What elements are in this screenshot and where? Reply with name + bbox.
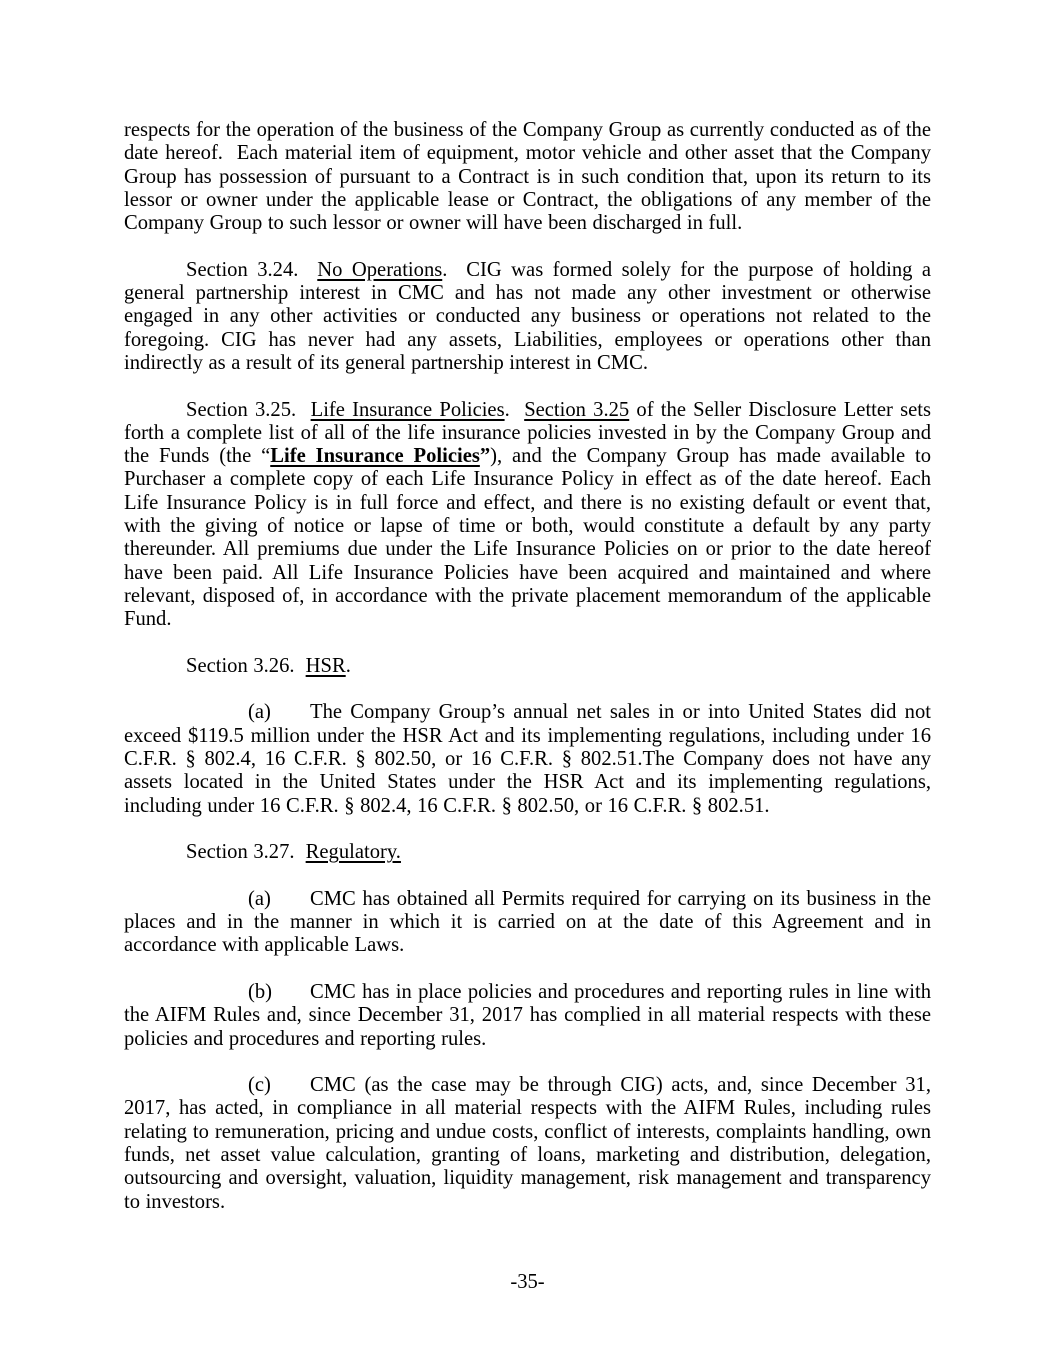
underlined-text: Regulatory. <box>305 841 401 864</box>
text-run: . <box>345 654 351 677</box>
text-run: Section 3.26. <box>186 654 306 677</box>
text-run: respects for the operation of the business of the Company Group as currently conducted as of the date hereof. Each material item of equipment, motor vehicle and other asset that the Company Group has possession of pursuant to a Contract is in such condition that, upon its return to its lessor or owner under the applicable lease or Contract, the obligations of any member of the Company Group to such lessor or owner will have been discharged in full. <box>124 119 931 235</box>
list-item-label: (c) <box>248 1074 271 1097</box>
text-run: Section 3.27. <box>186 841 306 864</box>
paragraph-3-26-a <box>124 701 931 817</box>
text-run: The Company Group’s annual net sales in or into United States did not exceed $119.5 million under the HSR Act and its implementing regulations, including under 16 C.F.R. § 802.4, 16 C.F.R. § 802.50, or 16 C.F.R. § 802.51.The Company does not have any assets located in the United States under the HSR Act and its implementing regulations, including under 16 C.F.R. § 802.4, 16 C.F.R. § 802.50, or 16 C.F.R. § 802.51. <box>124 701 931 817</box>
text-run: . <box>504 398 525 421</box>
list-item-label: (a) <box>248 701 271 724</box>
text-run: CMC has in place policies and procedures and reporting rules in line with the AIFM Rules and, since December 31, 2017 has complied in all material respects with these policies and procedures and reporting rules. <box>124 980 931 1050</box>
text-run: ), and the Company Group has made available to Purchaser a complete copy of each Life Insurance Policy in effect as of the date hereof. Each Life Insurance Policy is in full force and effect, and there is no existing default or event that, with the giving of notice or lapse of time or both, would constitute a default by any party thereunder. All premiums due under the Life Insurance Policies on or prior to the date hereof have been paid. All Life Insurance Policies have been acquired and maintained and where relevant, disposed of, in accordance with the private placement memorandum of the applicable Fund. <box>124 445 931 631</box>
paragraph-3-27-c <box>124 1074 931 1214</box>
text-run: CMC (as the case may be through CIG) acts, and, since December 31, 2017, has acted, in compliance in all material respects with the AIFM Rules, including rules relating to remuneration, pricing and undue costs, conflict of interests, complaints handling, own funds, net asset value calculation, granting of loans, marketing and distribution, delegation, outsourcing and oversight, valuation, liquidity management, risk management and transparency to investors. <box>124 1074 931 1213</box>
paragraph-section-3-24 <box>124 259 931 375</box>
underlined-text: HSR <box>305 654 346 677</box>
paragraph-3-27-b <box>124 981 931 1051</box>
underlined-text: Section 3.25 <box>524 398 630 421</box>
text-run: CMC has obtained all Permits required for carrying on its business in the places and in the manner in which it is carried on at the date of this Agreement and in accordance with applicable Laws. <box>124 887 931 957</box>
list-item-label: (a) <box>248 887 271 910</box>
paragraph-continuation <box>124 119 931 235</box>
text-run: Section 3.25. <box>186 398 311 421</box>
underlined-text: Life Insurance Policies <box>310 398 505 421</box>
paragraph-section-3-25 <box>124 399 931 632</box>
text-run: of the Seller Disclosure Letter sets forth a complete list of all of the life insurance policies invested in by the Company Group and the Funds (the “ <box>124 398 931 468</box>
text-run: . CIG was formed solely for the purpose of holding a general partnership interest in CMC and has not made any other investment or otherwise engaged in any other activities or conducted any business or operations not related to the foregoing. CIG has never had any assets, Liabilities, employees or operations other than indirectly as a result of its general partnership interest in CMC. <box>124 258 931 374</box>
paragraph-section-3-26 <box>124 655 931 678</box>
document-body <box>124 119 931 1237</box>
underlined-text: Life Insurance Policies <box>270 445 480 468</box>
text-run: ” <box>479 445 491 468</box>
paragraph-section-3-27 <box>124 841 931 864</box>
text-run: Section 3.24. <box>186 258 318 281</box>
list-item-label: (b) <box>248 980 273 1003</box>
page-number: -35- <box>510 1271 545 1293</box>
underlined-text: No Operations <box>317 258 443 281</box>
paragraph-3-27-a <box>124 888 931 958</box>
